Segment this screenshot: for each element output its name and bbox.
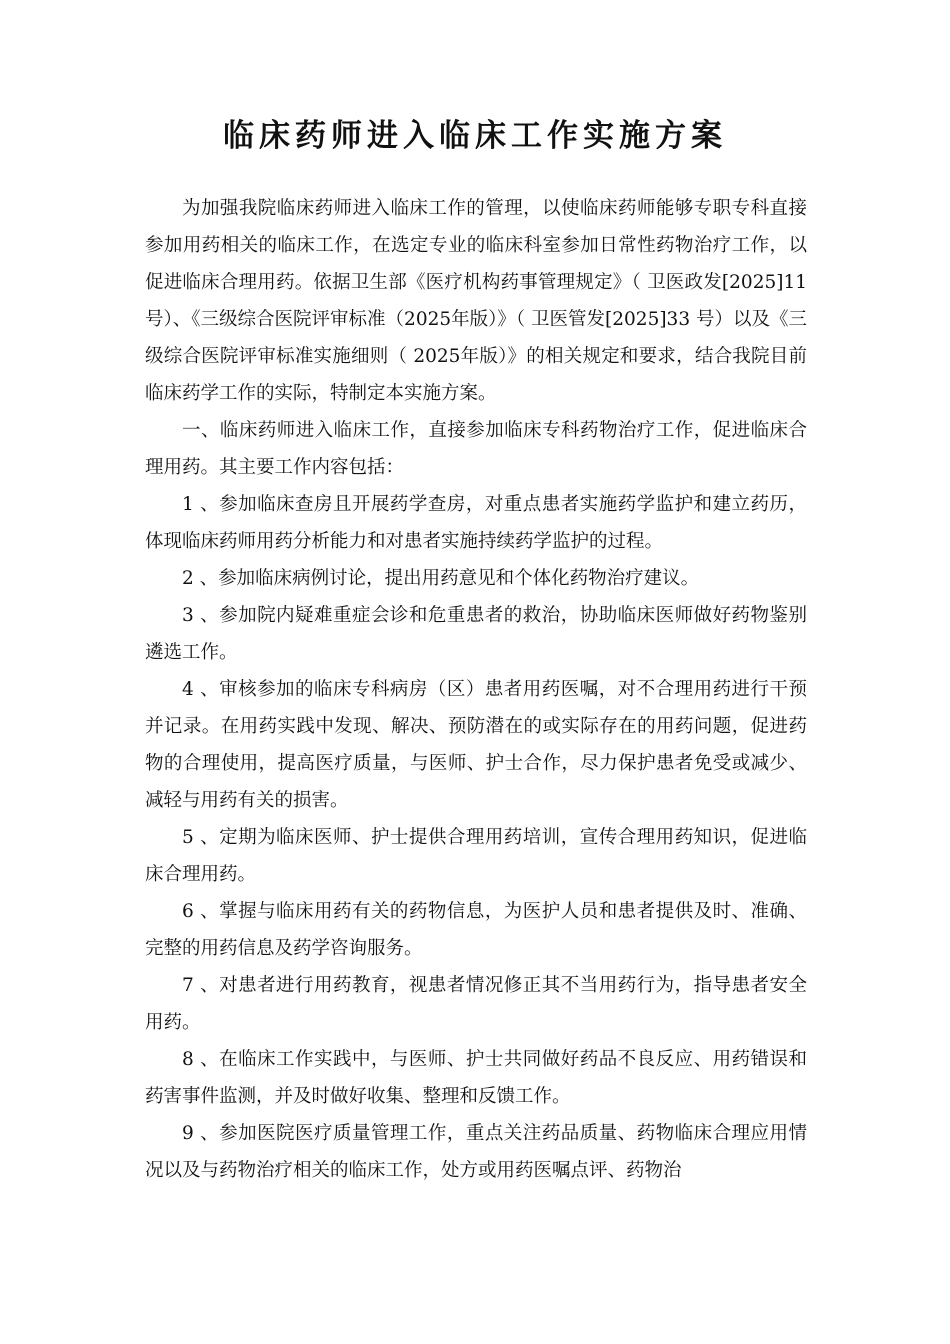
list-item-9: 9 、参加医院医疗质量管理工作，重点关注药品质量、药物临床合理应用情况以及与药物治疗相关的临床工作，处方或用药医嘱点评、药物治 (145, 1123, 807, 1181)
intro-paragraph: 为加强我院临床药师进入临床工作的管理，以使临床药师能够专职专科直接参加用药相关的临床工作，在选定专业的临床科室参加日常性药物治疗工作，以促进临床合理用药。依据卫生部《医疗机构药事管理规定》（ 卫医政发[2025]11 号）、《三级综合医院评审标准（2025年版）》（ 卫医管发[2025]33 号）以及《三级综合医院评审标准实施细则（ 2025年版）》的相关规定和要求，结合我院目前临床药学工作的实际，特制定本实施方案。 (145, 198, 807, 404)
section-1-heading: 一、临床药师进入临床工作，直接参加临床专科药物治疗工作，促进临床合理用药。其主要工作内容包括： (145, 420, 807, 478)
list-item-5: 5 、定期为临床医师、护士提供合理用药培训，宣传合理用药知识，促进临床合理用药。 (145, 827, 807, 885)
list-item-3: 3 、参加院内疑难重症会诊和危重患者的救治，协助临床医师做好药物鉴别遴选工作。 (145, 605, 807, 663)
list-item-7: 7 、对患者进行用药教育，视患者情况修正其不当用药行为，指导患者安全用药。 (145, 975, 807, 1033)
list-item-2: 2 、参加临床病例讨论，提出用药意见和个体化药物治疗建议。 (182, 568, 700, 589)
list-item-6: 6 、掌握与临床用药有关的药物信息，为医护人员和患者提供及时、准确、完整的用药信息及药学咨询服务。 (145, 901, 807, 959)
list-item-1: 1 、参加临床查房且开展药学查房，对重点患者实施药学监护和建立药历，体现临床药师用药分析能力和对患者实施持续药学监护的过程。 (145, 494, 807, 552)
page-title: 临床药师进入临床工作实施方案 (223, 118, 727, 154)
list-item-4: 4 、审核参加的临床专科病房（区）患者用药医嘱，对不合理用药进行干预并记录。在用药实践中发现、解决、预防潜在的或实际存在的用药问题，促进药物的合理使用，提高医疗质量，与医师、护士合作，尽力保护患者免受或减少、减轻与用药有关的损害。 (145, 679, 807, 811)
document-body (145, 190, 807, 1189)
list-item-8: 8 、在临床工作实践中，与医师、护士共同做好药品不良反应、用药错误和药害事件监测，并及时做好收集、整理和反馈工作。 (145, 1049, 807, 1107)
